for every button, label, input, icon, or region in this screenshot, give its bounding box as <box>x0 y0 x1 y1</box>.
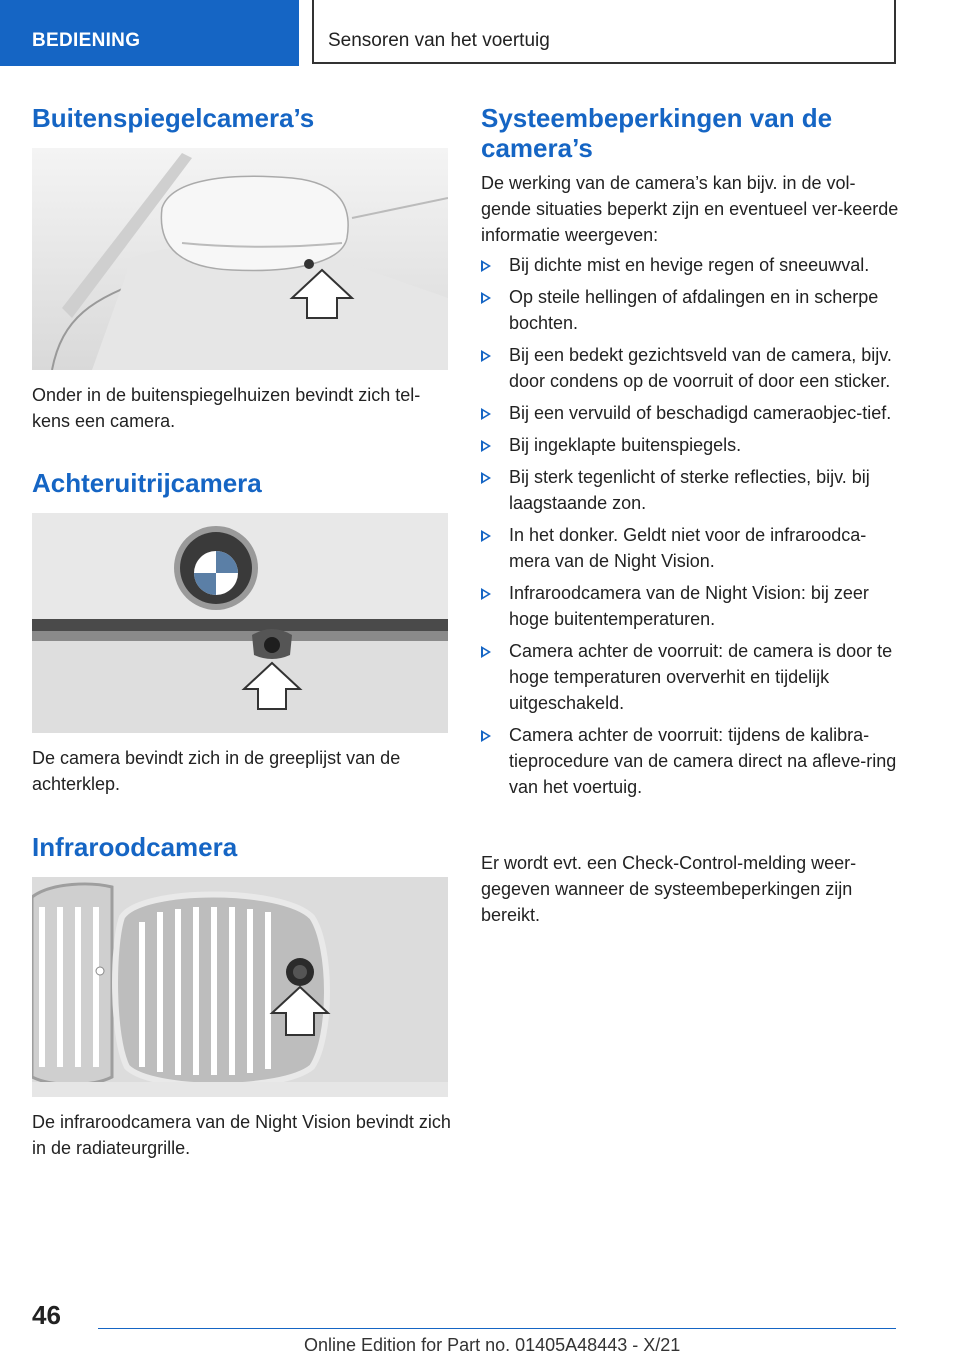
list-item: Bij een vervuild of beschadigd cameraobjec-tief. <box>481 400 901 426</box>
list-item: Infraroodcamera van de Night Vision: bij zeer hoge buitentemperaturen. <box>481 580 901 632</box>
infrared-camera-illustration <box>32 877 448 1097</box>
edition-text: Online Edition for Part no. 01405A48443 - X/21 <box>304 1335 681 1355</box>
mirror-camera-heading: Buitenspiegelcamera’s <box>32 103 315 133</box>
list-item: Bij ingeklapte buitenspiegels. <box>481 432 901 458</box>
chapter-header <box>312 0 896 64</box>
rear-camera-illustration <box>32 513 448 733</box>
infrared-camera-text: De infraroodcamera van de Night Vision bevindt zich in de radiateurgrille. <box>32 1112 451 1158</box>
triangle-bullet-icon <box>481 530 491 542</box>
triangle-bullet-icon <box>481 292 491 304</box>
triangle-bullet-icon <box>481 350 491 362</box>
section-tab <box>0 0 299 66</box>
footer-divider <box>98 1328 896 1329</box>
triangle-bullet-icon <box>481 730 491 742</box>
triangle-bullet-icon <box>481 588 491 600</box>
list-item: Op steile hellingen of afdalingen en in scherpe bochten. <box>481 284 901 336</box>
triangle-bullet-icon <box>481 646 491 658</box>
mirror-camera-illustration <box>32 148 448 370</box>
list-item: In het donker. Geldt niet voor de infraroodca-mera van de Night Vision. <box>481 522 901 574</box>
list-item: Bij dichte mist en hevige regen of sneeuwval. <box>481 252 901 278</box>
triangle-bullet-icon <box>481 260 491 272</box>
limits-heading: Systeembeperkingen van de camera’s <box>481 103 833 163</box>
rear-camera-text: De camera bevindt zich in de greeplijst van de achterklep. <box>32 748 401 794</box>
rear-camera-heading: Achteruitrijcamera <box>32 468 262 498</box>
chapter-title: Sensoren van het voertuig <box>328 30 550 51</box>
list-item: Bij een bedekt gezichtsveld van de camera, bijv. door condens op de voorruit of door een sticker. <box>481 342 901 394</box>
limits-outro: Er wordt evt. een Check-Control-melding weer-gegeven wanneer de systeembeperkingen zijn bereikt. <box>481 853 857 925</box>
limits-list <box>481 252 901 806</box>
triangle-bullet-icon <box>481 472 491 484</box>
section-title: BEDIENING <box>32 30 141 51</box>
list-item: Camera achter de voorruit: de camera is door te hoge temperaturen oververhit en tijdelijk uitgeschakeld. <box>481 638 901 716</box>
limits-intro: De werking van de camera’s kan bijv. in de vol-gende situaties beperkt zijn en eventueel ver-keerde informatie weergeven: <box>481 173 899 245</box>
infrared-camera-heading: Infraroodcamera <box>32 832 238 862</box>
mirror-camera-text: Onder in de buitenspiegelhuizen bevindt zich tel-kens een camera. <box>32 385 421 431</box>
list-item: Bij sterk tegenlicht of sterke reflecties, bijv. bij laagstaande zon. <box>481 464 901 516</box>
triangle-bullet-icon <box>481 440 491 452</box>
triangle-bullet-icon <box>481 408 491 420</box>
list-item: Camera achter de voorruit: tijdens de kalibra-tieprocedure van de camera direct na afleve-ring van het voertuig. <box>481 722 901 800</box>
page-number: 46 <box>32 1300 61 1330</box>
